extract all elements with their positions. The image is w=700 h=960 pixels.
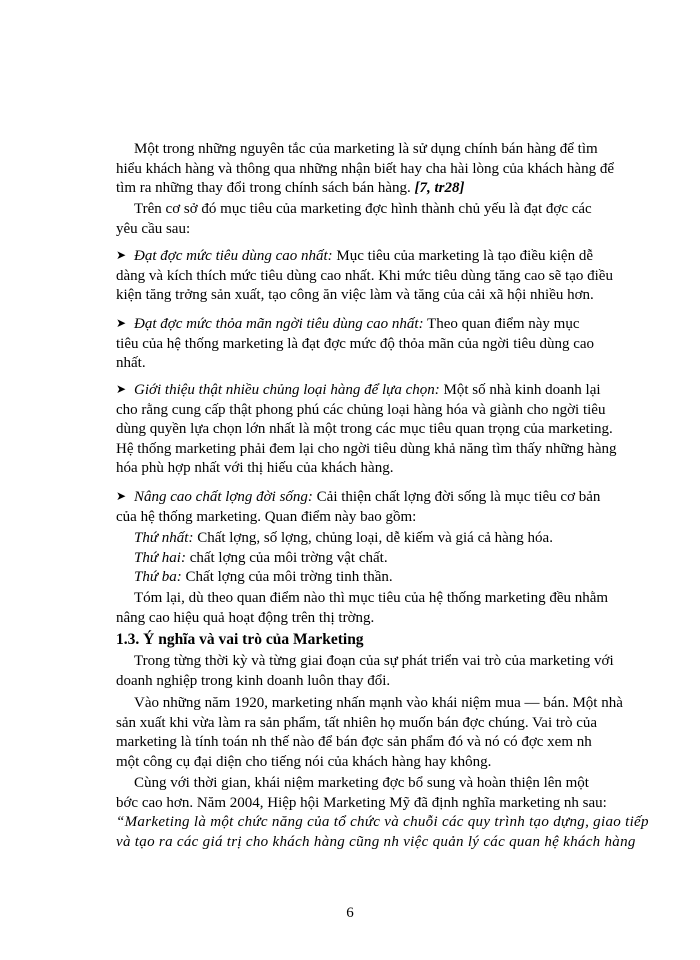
- paragraph-history: [116, 694, 634, 772]
- text-line: [116, 487, 634, 508]
- citation: [7, tr28]: [414, 180, 465, 197]
- text-line: dùng quyền lựa chọn lớn nhất là một trong các mục tiêu quan trọng của marketing.: [116, 421, 613, 438]
- page-number: 6: [346, 905, 354, 921]
- text-line: bớc cao hơn. Năm 2004, Hiệp hội Marketing Mỹ đã định nghĩa marketing nh sau:: [116, 794, 607, 811]
- sub-item-label: Thứ hai:: [134, 549, 186, 566]
- text-line: [116, 380, 634, 401]
- text-span: Mục tiêu của marketing là tạo điều kiện dễ: [332, 248, 593, 264]
- sub-item-third: [116, 568, 634, 588]
- text-line: Vào những năm 1920, marketing nhấn mạnh vào khái niệm mua — bán. Một nhà: [134, 695, 623, 711]
- text-line: dàng và kích thích mức tiêu dùng cao nhất. Khi mức tiêu dùng tăng cao sẽ tạo điều: [116, 267, 613, 284]
- sub-item-label: Thứ nhất:: [134, 530, 194, 546]
- section-heading: 1.3. Ý nghĩa và vai trò của Marketing: [116, 631, 364, 648]
- sub-item-second: [116, 549, 634, 569]
- bullet-title: Giới thiệu thật nhiều chủng loại hàng để lựa chọn:: [134, 382, 440, 398]
- paragraph-roles: [116, 652, 634, 691]
- text-line: [116, 314, 634, 335]
- paragraph-definition: [116, 774, 649, 852]
- bullet-max-satisfaction: [116, 314, 634, 374]
- arrow-bullet-icon: ➤: [116, 489, 127, 503]
- text-line: [116, 246, 634, 267]
- text-line: doanh nghiệp trong kinh doanh luôn thay đổi.: [116, 672, 391, 689]
- text-line: Cùng với thời gian, khái niệm marketing đợc bổ sung và hoàn thiện lên một: [134, 775, 589, 791]
- text-span: Theo quan điểm này mục: [423, 316, 580, 332]
- sub-item-first: [116, 529, 634, 549]
- paragraph-intro: [116, 140, 634, 199]
- text-line: Trong từng thời kỳ và từng giai đoạn của sự phát triển vai trò của marketing với: [134, 653, 614, 669]
- text-line: sản xuất khi vừa làm ra sản phẩm, tất nhiên họ muốn bán đợc chúng. Vai trò của: [116, 714, 598, 731]
- text-line: một công cụ đại diện cho tiếng nói của khách hàng hay không.: [116, 753, 492, 770]
- text-line: yêu cầu sau:: [116, 220, 191, 237]
- bullet-quality-of-life: [116, 487, 634, 527]
- text-line: marketing là tính toán nh thế nào để bán đợc sản phẩm đó và nó có đợc xem nh: [116, 734, 592, 751]
- text-line: cho rằng cung cấp thật phong phú các chủng loại hàng hóa và giành cho ngời tiêu: [116, 401, 606, 418]
- arrow-bullet-icon: ➤: [116, 316, 127, 330]
- text-line: hiểu khách hàng và thông qua những nhận biết hay cha hài lòng của khách hàng để: [116, 160, 614, 177]
- text-line: Trên cơ sở đó mục tiêu của marketing đợc hình thành chủ yếu là đạt đợc các: [134, 201, 592, 217]
- text-span: Cải thiện chất lợng đời sống là mục tiêu cơ bản: [312, 489, 601, 505]
- text-line: hóa phù hợp nhất với thị hiếu của khách hàng.: [116, 460, 394, 477]
- bullet-product-variety: [116, 380, 634, 479]
- text-line: Tóm lại, dù theo quan điểm nào thì mục tiêu của hệ thống marketing đều nhằm: [134, 590, 609, 606]
- paragraph-objectives: [116, 200, 634, 239]
- paragraph-summary: [116, 589, 634, 628]
- text-span: Một số nhà kinh doanh lại: [439, 382, 601, 398]
- quote-line: và tạo ra các giá trị cho khách hàng cũng nh việc quản lý các quan hệ khách hàng: [116, 833, 636, 850]
- bullet-title: Đạt đợc mức thỏa mãn ngời tiêu dùng cao nhất:: [134, 316, 424, 332]
- text-line: của hệ thống marketing. Quan điểm này bao gồm:: [116, 508, 417, 525]
- bullet-max-consumption: [116, 246, 634, 306]
- text-line: nhất.: [116, 355, 146, 372]
- quote-line: “Marketing là một chức năng của tổ chức và chuỗi các quy trình tạo dựng, giao tiếp: [116, 814, 649, 831]
- arrow-bullet-icon: ➤: [116, 382, 127, 396]
- text-span: Chất lợng, số lợng, chủng loại, dễ kiếm và giá cả hàng hóa.: [193, 530, 553, 546]
- text-span: Chất lợng của môi trờng tinh thần.: [181, 569, 393, 586]
- text-line: kiện tăng trởng sản xuất, tạo công ăn việc làm và tăng của cải xã hội nhiều hơn.: [116, 287, 594, 304]
- text-line: Một trong những nguyên tắc của marketing là sử dụng chính bán hàng để tìm: [134, 141, 598, 157]
- bullet-title: Nâng cao chất lợng đời sống:: [134, 489, 313, 505]
- arrow-bullet-icon: ➤: [116, 248, 127, 262]
- text-line: Hệ thống marketing phải đem lại cho ngời tiêu dùng khả năng tìm thấy những hàng: [116, 440, 617, 457]
- bullet-title: Đạt đợc mức tiêu dùng cao nhất:: [134, 248, 333, 264]
- text-line: tiêu của hệ thống marketing là đạt đợc mức độ thỏa mãn của ngời tiêu dùng cao: [116, 335, 595, 352]
- sub-item-label: Thứ ba:: [134, 569, 182, 586]
- text-span: chất lợng của môi trờng vật chất.: [185, 549, 388, 566]
- text-line: [116, 179, 634, 199]
- text-span: tìm ra những thay đổi trong chính sách bán hàng.: [116, 180, 415, 197]
- text-line: nâng cao hiệu quả hoạt động trên thị trờng.: [116, 609, 375, 626]
- sub-item-list: [116, 529, 634, 588]
